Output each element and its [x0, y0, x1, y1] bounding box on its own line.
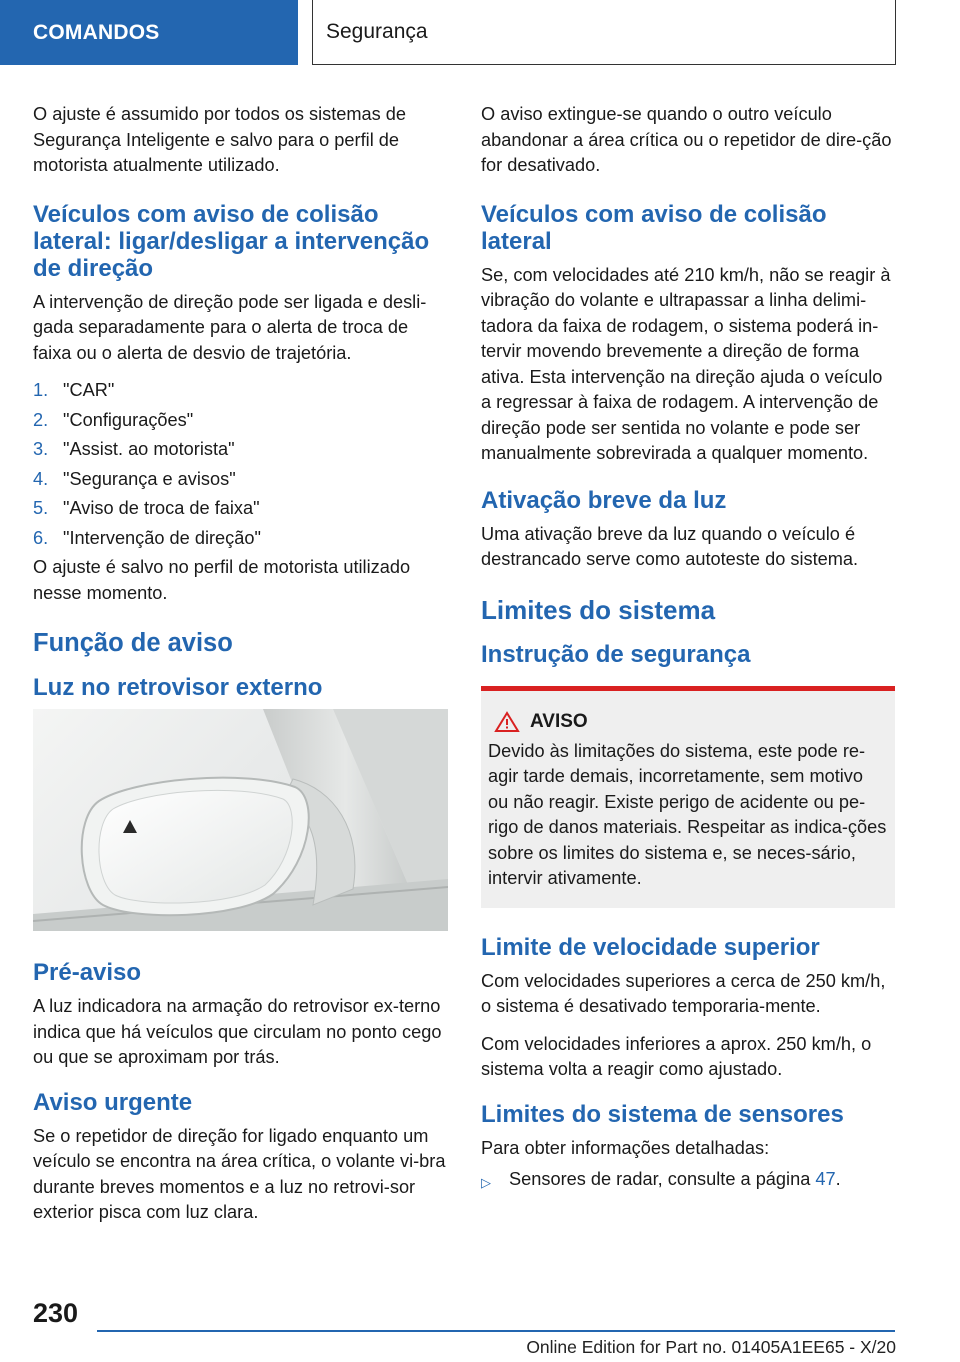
list-item: 3. "Assist. ao motorista"	[33, 439, 235, 459]
left-column	[33, 102, 448, 1238]
page-link[interactable]: 47	[815, 1169, 836, 1189]
pre-warning-paragraph: A luz indicadora na armação do retrovisor ex‐terno indica que há veículos que circulam no ponto cego ou que se aproximam por trás.	[33, 996, 442, 1067]
heading-safety-instruction: Instrução de segurança	[481, 640, 751, 668]
mirror-drawing	[33, 709, 448, 931]
speed-limit-paragraph-1: Com velocidades superiores a cerca de 250 km/h, o sistema é desativado temporaria‐mente.	[481, 970, 886, 1016]
heading-mirror-light: Luz no retrovisor externo	[33, 674, 323, 701]
heading-sensor-limits: Limites do sistema de sensores	[481, 1100, 844, 1128]
right-column	[481, 102, 895, 1196]
saved-paragraph: O ajuste é salvo no perfil de motorista utilizado nesse momento.	[33, 557, 411, 603]
heading-pre-warning: Pré-aviso	[33, 959, 142, 986]
heading-side-collision: Veículos com aviso de colisão lateral	[481, 200, 827, 255]
sensor-limits-paragraph: Para obter informações detalhadas:	[481, 1137, 770, 1158]
extinguish-paragraph: O aviso extingue-se quando o outro veículo abandonar a área crítica ou o repetidor de dire‐ção for desativado.	[481, 104, 892, 175]
chapter-label: COMANDOS	[33, 20, 160, 44]
mirror-illustration	[33, 709, 448, 931]
footer-divider	[97, 1330, 895, 1332]
page-number: 230	[33, 1298, 79, 1328]
warning-text: Devido às limitações do sistema, este pode re‐agir tarde demais, incorretamente, sem motivo ou não reagir. Existe perigo de acidente ou pe‐rigo de danos materiais. Respeitar as indica‐ções sobre os limites do sistema e, se neces‐sário, intervir ativamente.	[488, 740, 887, 888]
heading-steering-intervention: Veículos com aviso de colisão lateral: ligar/desligar a intervenção de direção	[33, 200, 430, 282]
list-item: 6. "Intervenção de direção"	[33, 527, 261, 548]
heading-urgent-warning: Aviso urgente	[33, 1088, 193, 1116]
speed-limit-paragraph-2: Com velocidades inferiores a aprox. 250 km/h, o sistema volta a reagir como ajustado.	[481, 1033, 872, 1079]
heading-speed-limit: Limite de velocidade superior	[481, 933, 820, 961]
list-item: 4. "Segurança e avisos"	[33, 468, 236, 489]
steering-intervention-paragraph: A intervenção de direção pode ser ligada e desli‐gada separadamente para o alerta de troca de faixa ou o alerta de desvio de trajetória.	[33, 291, 427, 363]
heading-brief-light: Ativação breve da luz	[481, 486, 727, 514]
warning-box	[481, 686, 895, 908]
warning-header	[488, 711, 887, 733]
section-header	[312, 0, 896, 65]
footer-edition: Online Edition for Part no. 01405A1EE65 - X/20	[526, 1337, 896, 1357]
side-collision-paragraph: Se, com velocidades até 210 km/h, não se reagir à vibração do volante e ultrapassar a linha delimi‐tadora da faixa de rodagem, o sistema poderá in‐tervir movendo brevemente a direção de forma ativa. Esta intervenção na direção ajuda o veículo a regressar à faixa de rodagem. A intervenção de direção pode ser sentida no volante e pode ser manualmente sobrevirada a qualquer momento.	[481, 264, 891, 463]
brief-light-paragraph: Uma ativação breve da luz quando o veículo é destrancado serve como autoteste do sistema.	[481, 523, 859, 569]
chapter-tab[interactable]	[0, 0, 298, 65]
list-item: 1. "CAR"	[33, 380, 115, 400]
bullet-triangle-icon: ▷	[481, 1175, 491, 1190]
heading-warning-function: Função de aviso	[33, 629, 233, 657]
warning-title: AVISO	[530, 710, 588, 732]
section-label: Segurança	[326, 20, 428, 43]
warning-triangle-icon	[494, 711, 520, 733]
list-item: 5. "Aviso de troca de faixa"	[33, 498, 260, 518]
list-item: ▷ Sensores de radar, consulte a página 47.	[481, 1167, 895, 1196]
urgent-warning-paragraph: Se o repetidor de direção for ligado enquanto um veículo se encontra na área crítica, o volante vi‐bra durante breves momentos e a luz no retrovi‐sor exterior pisca com luz clara.	[33, 1125, 446, 1222]
heading-system-limits: Limites do sistema	[481, 594, 716, 625]
bullet-text: Sensores de radar, consulte a página	[509, 1169, 816, 1189]
list-item: 2. "Configurações"	[33, 409, 194, 430]
steps-list	[33, 378, 448, 551]
intro-paragraph: O ajuste é assumido por todos os sistemas de Segurança Inteligente e salvo para o perfil de motorista atualmente utilizado.	[33, 104, 407, 175]
